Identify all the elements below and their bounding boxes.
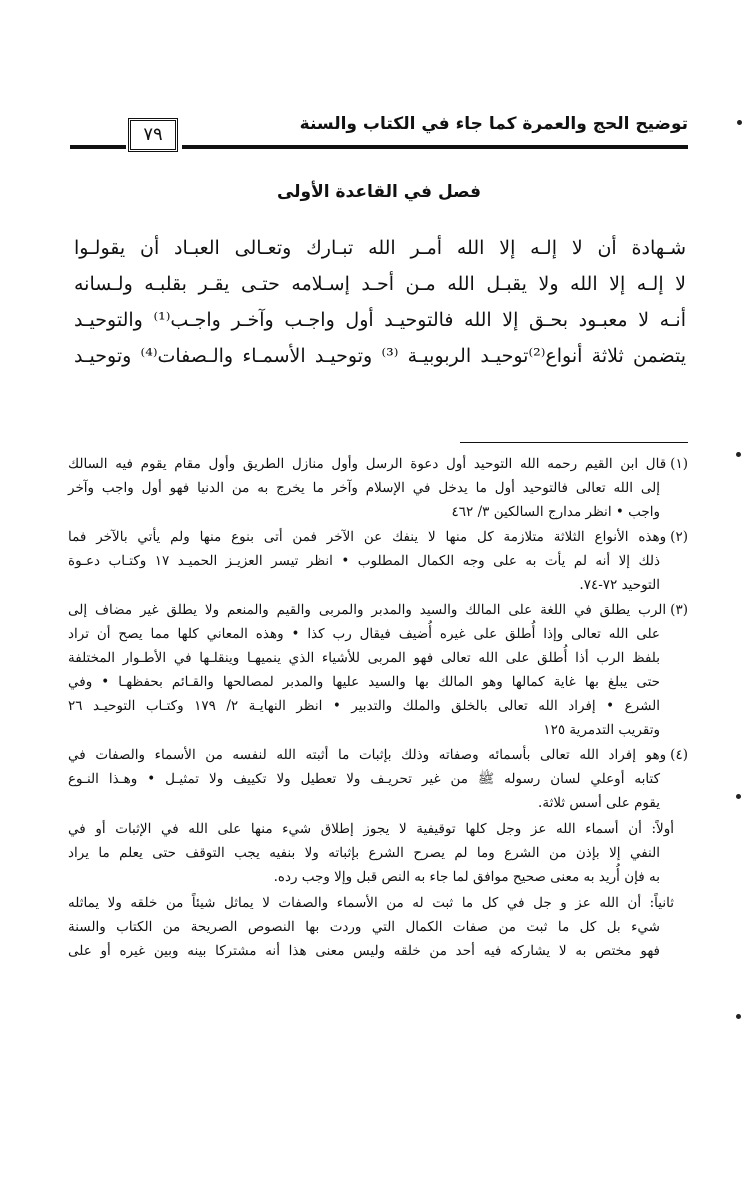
footnote-line: قال ابن القيم رحمه الله التوحيد أول دعوة الرسل وأول منازل الطريق وأول مقام يقوم فيه السالك <box>68 456 667 472</box>
main-line: لا إلـه إلا الله ولا يقبـل الله مـن أحـد إسـلامه حتـى يقـر بقلبـه ولـسانه <box>74 273 686 295</box>
footnote-line: الشرع • إفراد الله تعالى بالخلق والملك والتدبير • انظر النهايـة ٢/ ١٧٩ وكتـاب التوحيـد ٢٦ <box>68 698 660 714</box>
footnote-line: حتى يبلغ بها غاية كمالها وهو المالك بها والسيد عليها والمدبر لمصالحها والقـائم بحفظهـا • وفي <box>68 674 660 690</box>
footnote-2 <box>68 525 688 597</box>
scan-speck <box>736 452 741 457</box>
footnote-line: كتابه أوعلي لسان رسوله ﷺ من غير تحريـف ولا تعطيل ولا تكييف ولا تمثيـل • وهـذا النـوع <box>68 771 660 787</box>
footnote-line: يقوم على أسس ثلاثة. <box>538 795 660 811</box>
running-title: توضيح الحج والعمرة كما جاء في الكتاب والسنة <box>299 114 688 134</box>
footnote-line: بلفظ الرب أذا أُطلق على الله تعالى فهو المربى للأشياء الذي ينميهـا وينقلـها في الأطـوار المختلفة <box>68 650 660 666</box>
main-line: أنـه لا معبـود بحـق إلا الله فالتوحيـد أول واجـب وآخـر واجـب⁽¹⁾ والتوحيـد <box>74 309 686 331</box>
subpoint-2 <box>68 891 688 963</box>
footnote-line: الرب يطلق في اللغة على المالك والسيد والمدبر والمربى والقيم والمنعم ولا يطلق غير مضاف إلى <box>68 602 667 618</box>
subpoint-line: فهو مختص به لا يشاركه فيه أحد من خلقه وليس معنى هذا أنه مشتركا بينه وبين غيره أو على <box>68 943 660 959</box>
footnote-line: وهو إفراد الله تعالى بأسمائه وصفاته وذلك بإثبات ما أثبته الله لنفسه من الأسماء والصفات في <box>68 747 667 763</box>
subpoint-1 <box>68 817 688 889</box>
footnote-3 <box>68 598 688 742</box>
footnote-4 <box>68 743 688 815</box>
footnote-number: (٤) <box>670 747 688 763</box>
main-text <box>74 230 686 374</box>
footnote-line: وهذه الأنواع الثلاثة متلازمة كل منها لا ينفك عن الآخر فمن أتى بنوع منها ولم يأتي بالآخر فما <box>68 529 667 545</box>
footnote-number: (٣) <box>670 602 688 618</box>
scan-speck <box>737 120 742 125</box>
section-heading: فصل في القاعدة الأولى <box>276 182 482 202</box>
subpoint-line: النفي إلا بإذن من الشرع وما لم يصرح الشرع بإثباته ولا بنفيه يجب التوقف حتى يعلم ما يراد <box>68 845 660 861</box>
header-rule-left <box>70 145 126 149</box>
footnotes <box>68 452 688 963</box>
footnote-number: (١) <box>670 456 688 472</box>
subpoint-line: به فإن أُريد به معنى صحيح موافق لما جاء به النص قبل وإلا وجب رده. <box>273 869 660 885</box>
scan-speck <box>736 794 741 799</box>
main-line: شـهادة أن لا إلـه إلا الله أمـر الله تبـارك وتعـالى العبـاد أن يقولـوا <box>74 237 686 259</box>
scan-speck <box>736 1014 741 1019</box>
footnote-1 <box>68 452 688 524</box>
footnote-line: على الله تعالى وإذا أُطلق على غيره أُضيف فيقال رب كذا • وهذه المعاني كلها مما يصح أن تراد <box>68 626 660 642</box>
footnote-number: (٢) <box>670 529 688 545</box>
subpoint-line: أولاً: أن أسماء الله عز وجل كلها توقيفية لا يجوز إطلاق شيء منها على الله في الإثبات أو في <box>68 821 674 837</box>
footnote-line: واجب • انظر مدارج السالكين ٣/ ٤٦٢ <box>451 504 660 520</box>
subpoint-line: ثانياً: أن الله عز و جل في كل ما ثبت له من الأسماء والصفات لا يماثل شيئاً من خلقه ولا يماثله <box>68 895 674 911</box>
footnote-line: وتقريب التدمرية ١٢٥ <box>543 722 660 738</box>
main-line: يتضمن ثلاثة أنواع⁽²⁾توحيـد الربوبيـة ⁽³⁾ وتوحيـد الأسمـاء والـصفات⁽⁴⁾ وتوحيـد <box>74 345 686 367</box>
page-header <box>70 112 688 160</box>
footnote-line: ذلك إلا أنه لم يأت به على وجه الكمال المطلوب • انظر تيسر العزيـز الحميـد ١٧ وكتـاب دعـوة <box>68 553 660 569</box>
footnote-line: إلى الله تعالى فالتوحيد أول ما يدخل في الإسلام وآخر ما يخرج به من الدنيا فهو أول واجب وآخر <box>68 480 660 496</box>
subpoint-line: شيء بل كل ما ثبت من صفات الكمال التي وردت بها النصوص الصريحة من الكتاب والسنة <box>68 919 660 935</box>
header-rule <box>182 145 688 149</box>
footnote-line: التوحيد ٧٢-٧٤. <box>579 577 660 593</box>
page-number: ٧٩ <box>128 118 178 152</box>
footnote-separator <box>460 442 688 443</box>
